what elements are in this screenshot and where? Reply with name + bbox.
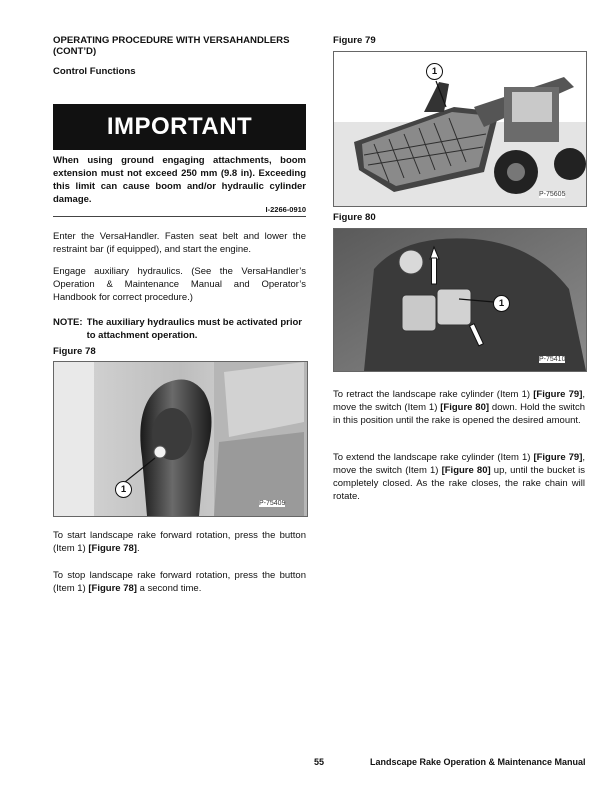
paragraph-engage: Engage auxiliary hydraulics. (See the VersaHandler’s Operation & Maintenance Manual and Operator’s Handbook for correct procedure.)	[53, 266, 306, 303]
manual-title: Landscape Rake Operation & Maintenance Manual	[370, 757, 586, 767]
section-title: OPERATING PROCEDURE WITH VERSAHANDLERS (CONT’D)	[53, 35, 290, 57]
figure-78-code: P-75409	[259, 500, 286, 507]
subsection-title: Control Functions	[53, 66, 136, 77]
divider	[53, 216, 306, 217]
note	[53, 316, 306, 342]
figure-78-photo	[54, 362, 307, 516]
important-code: I-2266-0910	[265, 205, 306, 214]
important-text: When using ground engaging attachments, boom extension must not exceed 250 mm (9.8 in). Exceeding this limit can cause boom and/or hydraulic cylinder damage.	[53, 155, 306, 205]
figure-78-label: Figure 78	[53, 346, 96, 357]
figure-78-frame	[53, 361, 308, 517]
figure-80-frame	[333, 228, 587, 372]
figure-80-code: P-75410	[539, 356, 566, 363]
paragraph-retract: To retract the landscape rake cylinder (Item 1) [Figure 79], move the switch (Item 1) [Figure 80] down. Hold the switch in this position until the rake is opened the desired amount.	[333, 389, 585, 426]
figure-80-photo	[334, 229, 586, 371]
figure-79-photo	[334, 52, 586, 206]
figure-79-frame	[333, 51, 587, 207]
important-banner: IMPORTANT	[106, 113, 253, 140]
note-label: NOTE:	[53, 317, 83, 328]
paragraph-stop-rotation: To stop landscape rake forward rotation, press the button (Item 1) [Figure 78] a second time.	[53, 570, 306, 594]
paragraph-start-rotation: To start landscape rake forward rotation, press the button (Item 1) [Figure 78].	[53, 530, 306, 554]
paragraph-extend: To extend the landscape rake cylinder (Item 1) [Figure 79], move the switch (Item 1) [Figure 80] up, until the bucket is completely closed. As the rake closes, the rake chain will rotate.	[333, 452, 586, 502]
figure-80-callout: 1	[493, 295, 510, 312]
figure-78-callout: 1	[115, 481, 132, 498]
figure-79-callout: 1	[426, 63, 443, 80]
figure-80-label: Figure 80	[333, 212, 376, 223]
paragraph-enter: Enter the VersaHandler. Fasten seat belt and lower the restraint bar (if equipped), and start the engine.	[53, 231, 306, 255]
page-number: 55	[314, 757, 325, 767]
figure-79-label: Figure 79	[333, 35, 376, 46]
note-text: The auxiliary hydraulics must be activated prior to attachment operation.	[86, 317, 302, 341]
figure-79-code: P-75605	[539, 191, 566, 198]
